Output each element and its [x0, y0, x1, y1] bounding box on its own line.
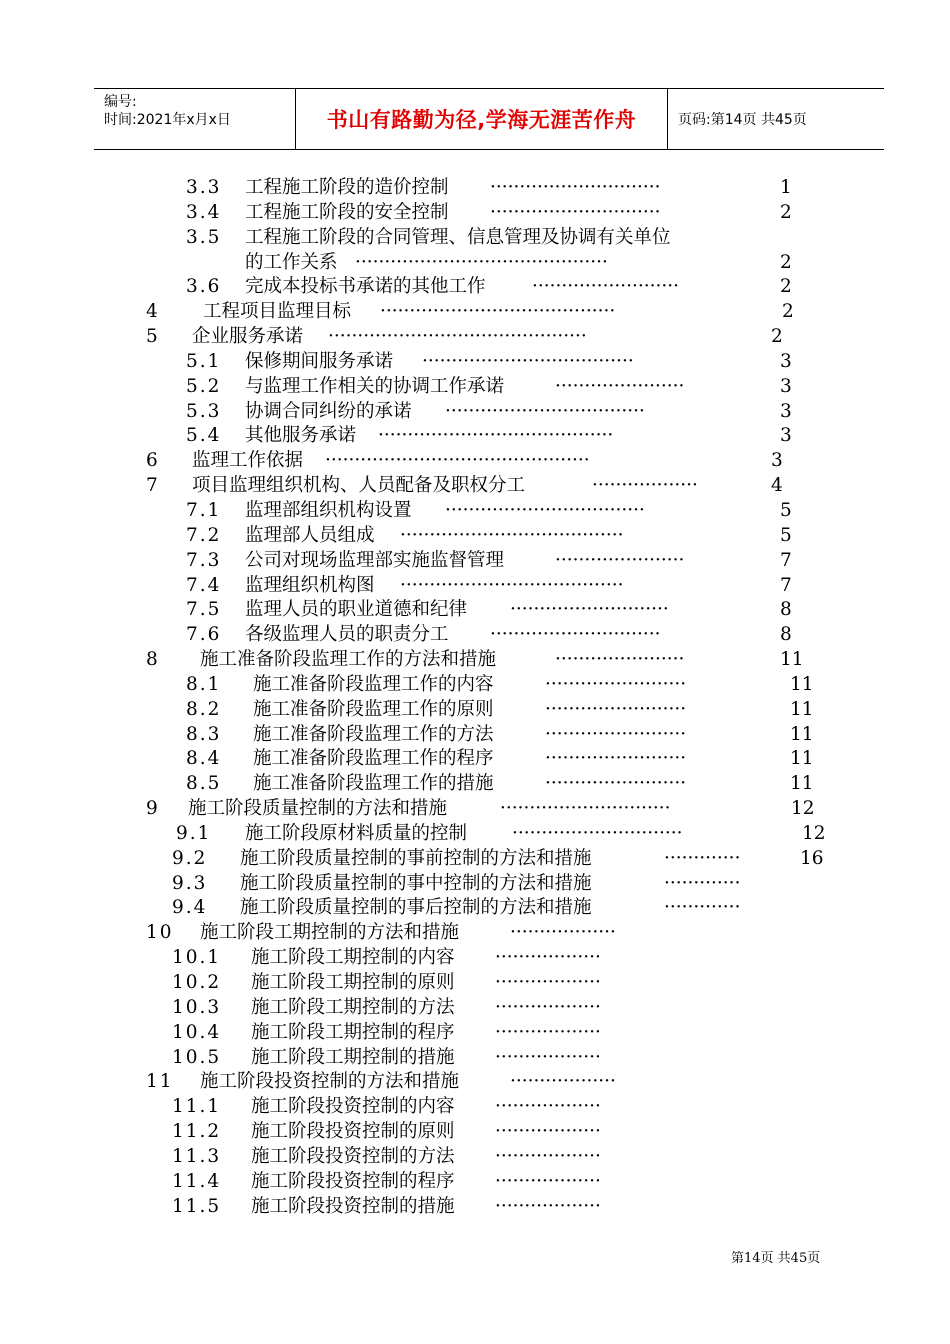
toc-leader-dots: ······················	[555, 375, 685, 397]
toc-leader-dots: ····································	[422, 350, 634, 372]
toc-entry-page: 2	[780, 201, 792, 223]
toc-entry-title: 施工准备阶段监理工作的原则	[253, 698, 494, 720]
toc-entry[interactable]	[0, 971, 950, 996]
toc-entry[interactable]	[0, 176, 950, 201]
page-header	[94, 88, 884, 150]
toc-entry-number: 7.4	[186, 574, 222, 596]
toc-leader-dots: ·····························	[490, 177, 661, 198]
toc-entry-title: 与监理工作相关的协调工作承诺	[245, 375, 505, 397]
toc-entry-number: 11.3	[172, 1145, 222, 1167]
toc-entry-page: 2	[780, 276, 792, 298]
toc-entry[interactable]	[0, 1046, 950, 1071]
header-motto: 书山有路勤为径,学海无涯苦作舟	[326, 108, 637, 132]
toc-entry-title: 施工阶段投资控制的措施	[251, 1195, 455, 1217]
toc-leader-dots: ·····························	[490, 201, 661, 223]
toc-entry[interactable]	[0, 921, 950, 946]
toc-entry[interactable]	[0, 499, 950, 524]
toc-entry-number: 7.6	[186, 624, 222, 646]
toc-entry-number: 5.1	[186, 350, 222, 372]
toc-entry[interactable]	[0, 896, 950, 921]
toc-entry-title: 工程施工阶段的安全控制	[245, 201, 449, 223]
toc-entry-page: 16	[800, 847, 824, 869]
toc-entry-page: 3	[780, 425, 792, 447]
toc-leader-dots: ··················	[495, 947, 601, 969]
toc-entry-page: 11	[790, 698, 814, 720]
toc-entry[interactable]	[0, 797, 950, 822]
toc-entry[interactable]	[0, 723, 950, 748]
toc-leader-dots: ······································	[400, 524, 624, 546]
toc-entry-title: 施工阶段投资控制的原则	[251, 1121, 455, 1143]
toc-entry-number: 7.5	[186, 599, 222, 621]
toc-entry-title: 监理部人员组成	[245, 524, 375, 546]
toc-entry-number: 4	[146, 301, 160, 323]
toc-entry[interactable]	[0, 424, 950, 449]
toc-entry-title: 施工阶段质量控制的事后控制的方法和措施	[240, 897, 592, 919]
toc-entry[interactable]	[0, 1120, 950, 1145]
toc-entry-page: 11	[790, 723, 814, 745]
header-meta	[94, 89, 296, 149]
toc-entry-number: 8.2	[186, 698, 222, 720]
toc-leader-dots: ··································	[445, 499, 645, 521]
toc-entry[interactable]	[0, 673, 950, 698]
toc-entry[interactable]	[0, 1095, 950, 1120]
toc-entry[interactable]	[0, 275, 950, 300]
toc-entry-page: 12	[802, 822, 826, 844]
toc-entry-page: 8	[780, 599, 792, 621]
toc-entry-page: 5	[780, 524, 792, 546]
toc-leader-dots: ··················	[495, 1170, 601, 1192]
toc-entry-page: 2	[782, 301, 794, 323]
toc-entry-number: 5.3	[186, 400, 222, 422]
date-label: 时间:2021年x月x日	[104, 112, 231, 128]
toc-entry[interactable]	[0, 698, 950, 723]
toc-entry-title: 协调合同纠纷的承诺	[245, 400, 412, 422]
toc-entry-number: 7.2	[186, 524, 222, 546]
toc-entry[interactable]	[0, 524, 950, 549]
toc-entry-title: 工程项目监理目标	[203, 301, 352, 323]
toc-entry-title: 施工阶段工期控制的程序	[251, 1021, 455, 1043]
toc-entry-title: 施工准备阶段监理工作的方法	[253, 723, 494, 745]
table-of-contents	[0, 176, 950, 1219]
toc-entry[interactable]	[0, 350, 950, 375]
toc-entry-title: 监理人员的职业道德和纪律	[245, 599, 468, 621]
toc-leader-dots: ··················	[495, 1046, 601, 1068]
toc-entry-number: 3.5	[186, 226, 222, 248]
toc-leader-dots: ······································	[400, 574, 624, 596]
toc-leader-dots: ··················	[592, 475, 698, 497]
toc-entry[interactable]	[0, 325, 950, 350]
toc-leader-dots: ·············	[664, 847, 741, 869]
toc-entry[interactable]	[0, 201, 950, 226]
toc-entry-number: 8.1	[186, 673, 222, 695]
toc-entry-page: 11	[790, 673, 814, 695]
toc-entry-number: 3.6	[186, 276, 222, 298]
toc-leader-dots: ·············	[664, 872, 741, 894]
toc-leader-dots: ··················	[510, 1071, 616, 1093]
toc-entry-title: 公司对现场监理部实施监督管理	[245, 549, 505, 571]
toc-entry-title: 各级监理人员的职责分工	[245, 624, 449, 646]
toc-leader-dots: ························	[545, 748, 687, 770]
toc-entry-number: 11.2	[172, 1121, 222, 1143]
toc-leader-dots: ·····························	[512, 822, 683, 844]
toc-entry-page: 5	[780, 499, 792, 521]
toc-leader-dots: ········································	[378, 425, 614, 447]
toc-entry-title: 施工阶段工期控制的措施	[251, 1046, 455, 1068]
toc-entry[interactable]	[0, 1021, 950, 1046]
toc-entry-page: 3	[780, 375, 792, 397]
toc-entry-title: 施工阶段投资控制的内容	[251, 1096, 455, 1118]
toc-entry[interactable]	[0, 847, 950, 872]
header-motto-cell	[296, 89, 668, 149]
toc-leader-dots: ··················	[495, 1195, 601, 1217]
toc-entry-title: 施工阶段投资控制的程序	[251, 1170, 455, 1192]
toc-entry-title: 施工阶段投资控制的方法和措施	[200, 1071, 460, 1093]
toc-entry-number: 7	[146, 475, 160, 497]
toc-leader-dots: ·············································	[325, 450, 590, 472]
toc-entry[interactable]	[0, 822, 950, 847]
toc-entry-number: 10	[146, 922, 174, 944]
toc-leader-dots: ························	[545, 773, 687, 795]
toc-entry-number: 9.3	[172, 872, 208, 894]
toc-entry[interactable]	[0, 946, 950, 971]
toc-entry[interactable]	[0, 648, 950, 673]
toc-entry-title: 施工阶段投资控制的方法	[251, 1145, 455, 1167]
toc-entry-title: 监理部组织机构设置	[245, 499, 412, 521]
toc-entry[interactable]	[0, 375, 950, 400]
toc-entry-page: 2	[780, 251, 792, 273]
toc-entry-number: 7.1	[186, 499, 222, 521]
toc-entry-number: 8	[146, 649, 160, 671]
toc-entry-number: 11.5	[172, 1195, 222, 1217]
toc-leader-dots: ···························	[510, 599, 669, 621]
toc-entry-title: 项目监理组织机构、人员配备及职权分工	[192, 475, 526, 497]
toc-leader-dots: ······················	[555, 549, 685, 571]
toc-leader-dots: ········································	[380, 301, 616, 323]
toc-entry[interactable]	[0, 449, 950, 474]
toc-leader-dots: ············································	[328, 326, 587, 348]
toc-entry-number: 9.4	[172, 897, 208, 919]
toc-leader-dots: ··················	[495, 972, 601, 993]
toc-entry-number: 5.4	[186, 425, 222, 447]
toc-leader-dots: ························	[545, 698, 687, 720]
toc-entry-number: 5.2	[186, 375, 222, 397]
toc-entry-number: 3.3	[186, 177, 222, 198]
toc-entry-title: 施工阶段工期控制的原则	[251, 972, 455, 993]
toc-entry[interactable]	[0, 747, 950, 772]
toc-entry-title: 施工阶段质量控制的事前控制的方法和措施	[240, 847, 592, 869]
toc-entry-number: 8.3	[186, 723, 222, 745]
toc-leader-dots: ··················	[495, 1096, 601, 1118]
toc-leader-dots: ··················	[495, 1145, 601, 1167]
toc-entry[interactable]	[0, 400, 950, 425]
header-page-info: 页码:第14页 共45页	[678, 112, 807, 128]
toc-entry-title: 施工准备阶段监理工作的方法和措施	[200, 649, 497, 671]
toc-entry-title: 监理工作依据	[192, 450, 304, 472]
toc-entry[interactable]	[0, 549, 950, 574]
toc-entry-page: 1	[780, 177, 792, 198]
toc-entry-page: 8	[780, 624, 792, 646]
toc-entry-page: 7	[780, 574, 792, 596]
toc-entry-number: 10.1	[172, 947, 222, 969]
toc-entry[interactable]	[0, 1170, 950, 1195]
toc-entry-page: 3	[780, 350, 792, 372]
toc-entry-page: 12	[791, 798, 815, 820]
toc-entry-page: 11	[780, 649, 804, 671]
toc-entry-title: 施工阶段工期控制的内容	[251, 947, 455, 969]
toc-entry-title: 其他服务承诺	[245, 425, 357, 447]
toc-entry-title: 施工准备阶段监理工作的程序	[253, 748, 494, 770]
toc-leader-dots: ·····························	[490, 624, 661, 646]
toc-entry-number: 8.4	[186, 748, 222, 770]
toc-leader-dots: ··················	[495, 1121, 601, 1143]
toc-leader-dots: ··················	[510, 922, 616, 944]
toc-entry[interactable]	[0, 872, 950, 897]
toc-entry-number: 11.4	[172, 1170, 222, 1192]
toc-entry[interactable]	[0, 598, 950, 623]
toc-leader-dots: ··················	[495, 996, 601, 1018]
doc-number-label: 编号:	[104, 94, 137, 110]
toc-entry-number: 10.3	[172, 996, 222, 1018]
toc-entry[interactable]	[0, 772, 950, 797]
toc-entry-title: 监理组织机构图	[245, 574, 375, 596]
toc-entry-number: 10.4	[172, 1021, 222, 1043]
toc-entry-page: 7	[780, 549, 792, 571]
toc-entry-title: 施工准备阶段监理工作的内容	[253, 673, 494, 695]
toc-entry[interactable]	[0, 1195, 950, 1220]
toc-entry-title: 施工阶段工期控制的方法	[251, 996, 455, 1018]
page-footer: 第14页 共45页	[731, 1251, 821, 1266]
toc-entry-title: 企业服务承诺	[192, 326, 304, 348]
toc-entry-page: 11	[790, 748, 814, 770]
toc-entry[interactable]	[0, 300, 950, 325]
toc-entry-title: 施工阶段质量控制的方法和措施	[188, 798, 448, 820]
toc-entry-number: 7.3	[186, 549, 222, 571]
toc-entry[interactable]	[0, 1145, 950, 1170]
toc-entry-number: 9.1	[176, 822, 212, 844]
toc-leader-dots: ·············	[664, 897, 741, 919]
toc-leader-dots: ··································	[445, 400, 645, 422]
toc-leader-dots: ···········································	[355, 251, 608, 273]
toc-entry-number: 3.4	[186, 201, 222, 223]
toc-entry-number: 6	[146, 450, 160, 472]
toc-leader-dots: ······················	[555, 649, 685, 671]
toc-entry-number: 9	[146, 798, 160, 820]
toc-entry-title: 施工准备阶段监理工作的措施	[253, 773, 494, 795]
toc-entry-number: 11.1	[172, 1096, 222, 1118]
toc-entry[interactable]	[0, 1070, 950, 1095]
toc-entry-number: 5	[146, 326, 160, 348]
toc-entry-title: 施工阶段质量控制的事中控制的方法和措施	[240, 872, 592, 894]
toc-leader-dots: ·····························	[500, 798, 671, 820]
toc-entry-title: 工程施工阶段的合同管理、信息管理及协调有关单位	[245, 226, 671, 248]
toc-entry-page: 3	[780, 400, 792, 422]
toc-entry-title: 施工阶段原材料质量的控制	[245, 822, 468, 844]
toc-entry-title: 施工阶段工期控制的方法和措施	[200, 922, 460, 944]
toc-entry[interactable]	[0, 574, 950, 599]
toc-entry[interactable]	[0, 251, 950, 276]
toc-entry[interactable]	[0, 623, 950, 648]
toc-entry-page: 4	[771, 475, 783, 497]
toc-entry-number: 11	[146, 1071, 174, 1093]
toc-entry-page: 2	[771, 326, 783, 348]
toc-entry-number: 8.5	[186, 773, 222, 795]
toc-leader-dots: ·························	[532, 276, 680, 298]
toc-entry[interactable]	[0, 996, 950, 1021]
toc-leader-dots: ························	[545, 673, 687, 695]
toc-entry-number: 9.2	[172, 847, 208, 869]
toc-entry[interactable]	[0, 474, 950, 499]
toc-entry-page: 11	[790, 773, 814, 795]
toc-leader-dots: ··················	[495, 1021, 601, 1043]
toc-entry-number: 10.5	[172, 1046, 222, 1068]
toc-entry-number: 10.2	[172, 972, 222, 993]
toc-entry[interactable]	[0, 226, 950, 251]
toc-entry-title: 工程施工阶段的造价控制	[245, 177, 449, 198]
toc-leader-dots: ························	[545, 723, 687, 745]
toc-entry-page: 3	[771, 450, 783, 472]
toc-entry-title: 完成本投标书承诺的其他工作	[245, 276, 486, 298]
toc-entry-title: 保修期间服务承诺	[245, 350, 394, 372]
toc-entry-title: 的工作关系	[245, 251, 338, 273]
